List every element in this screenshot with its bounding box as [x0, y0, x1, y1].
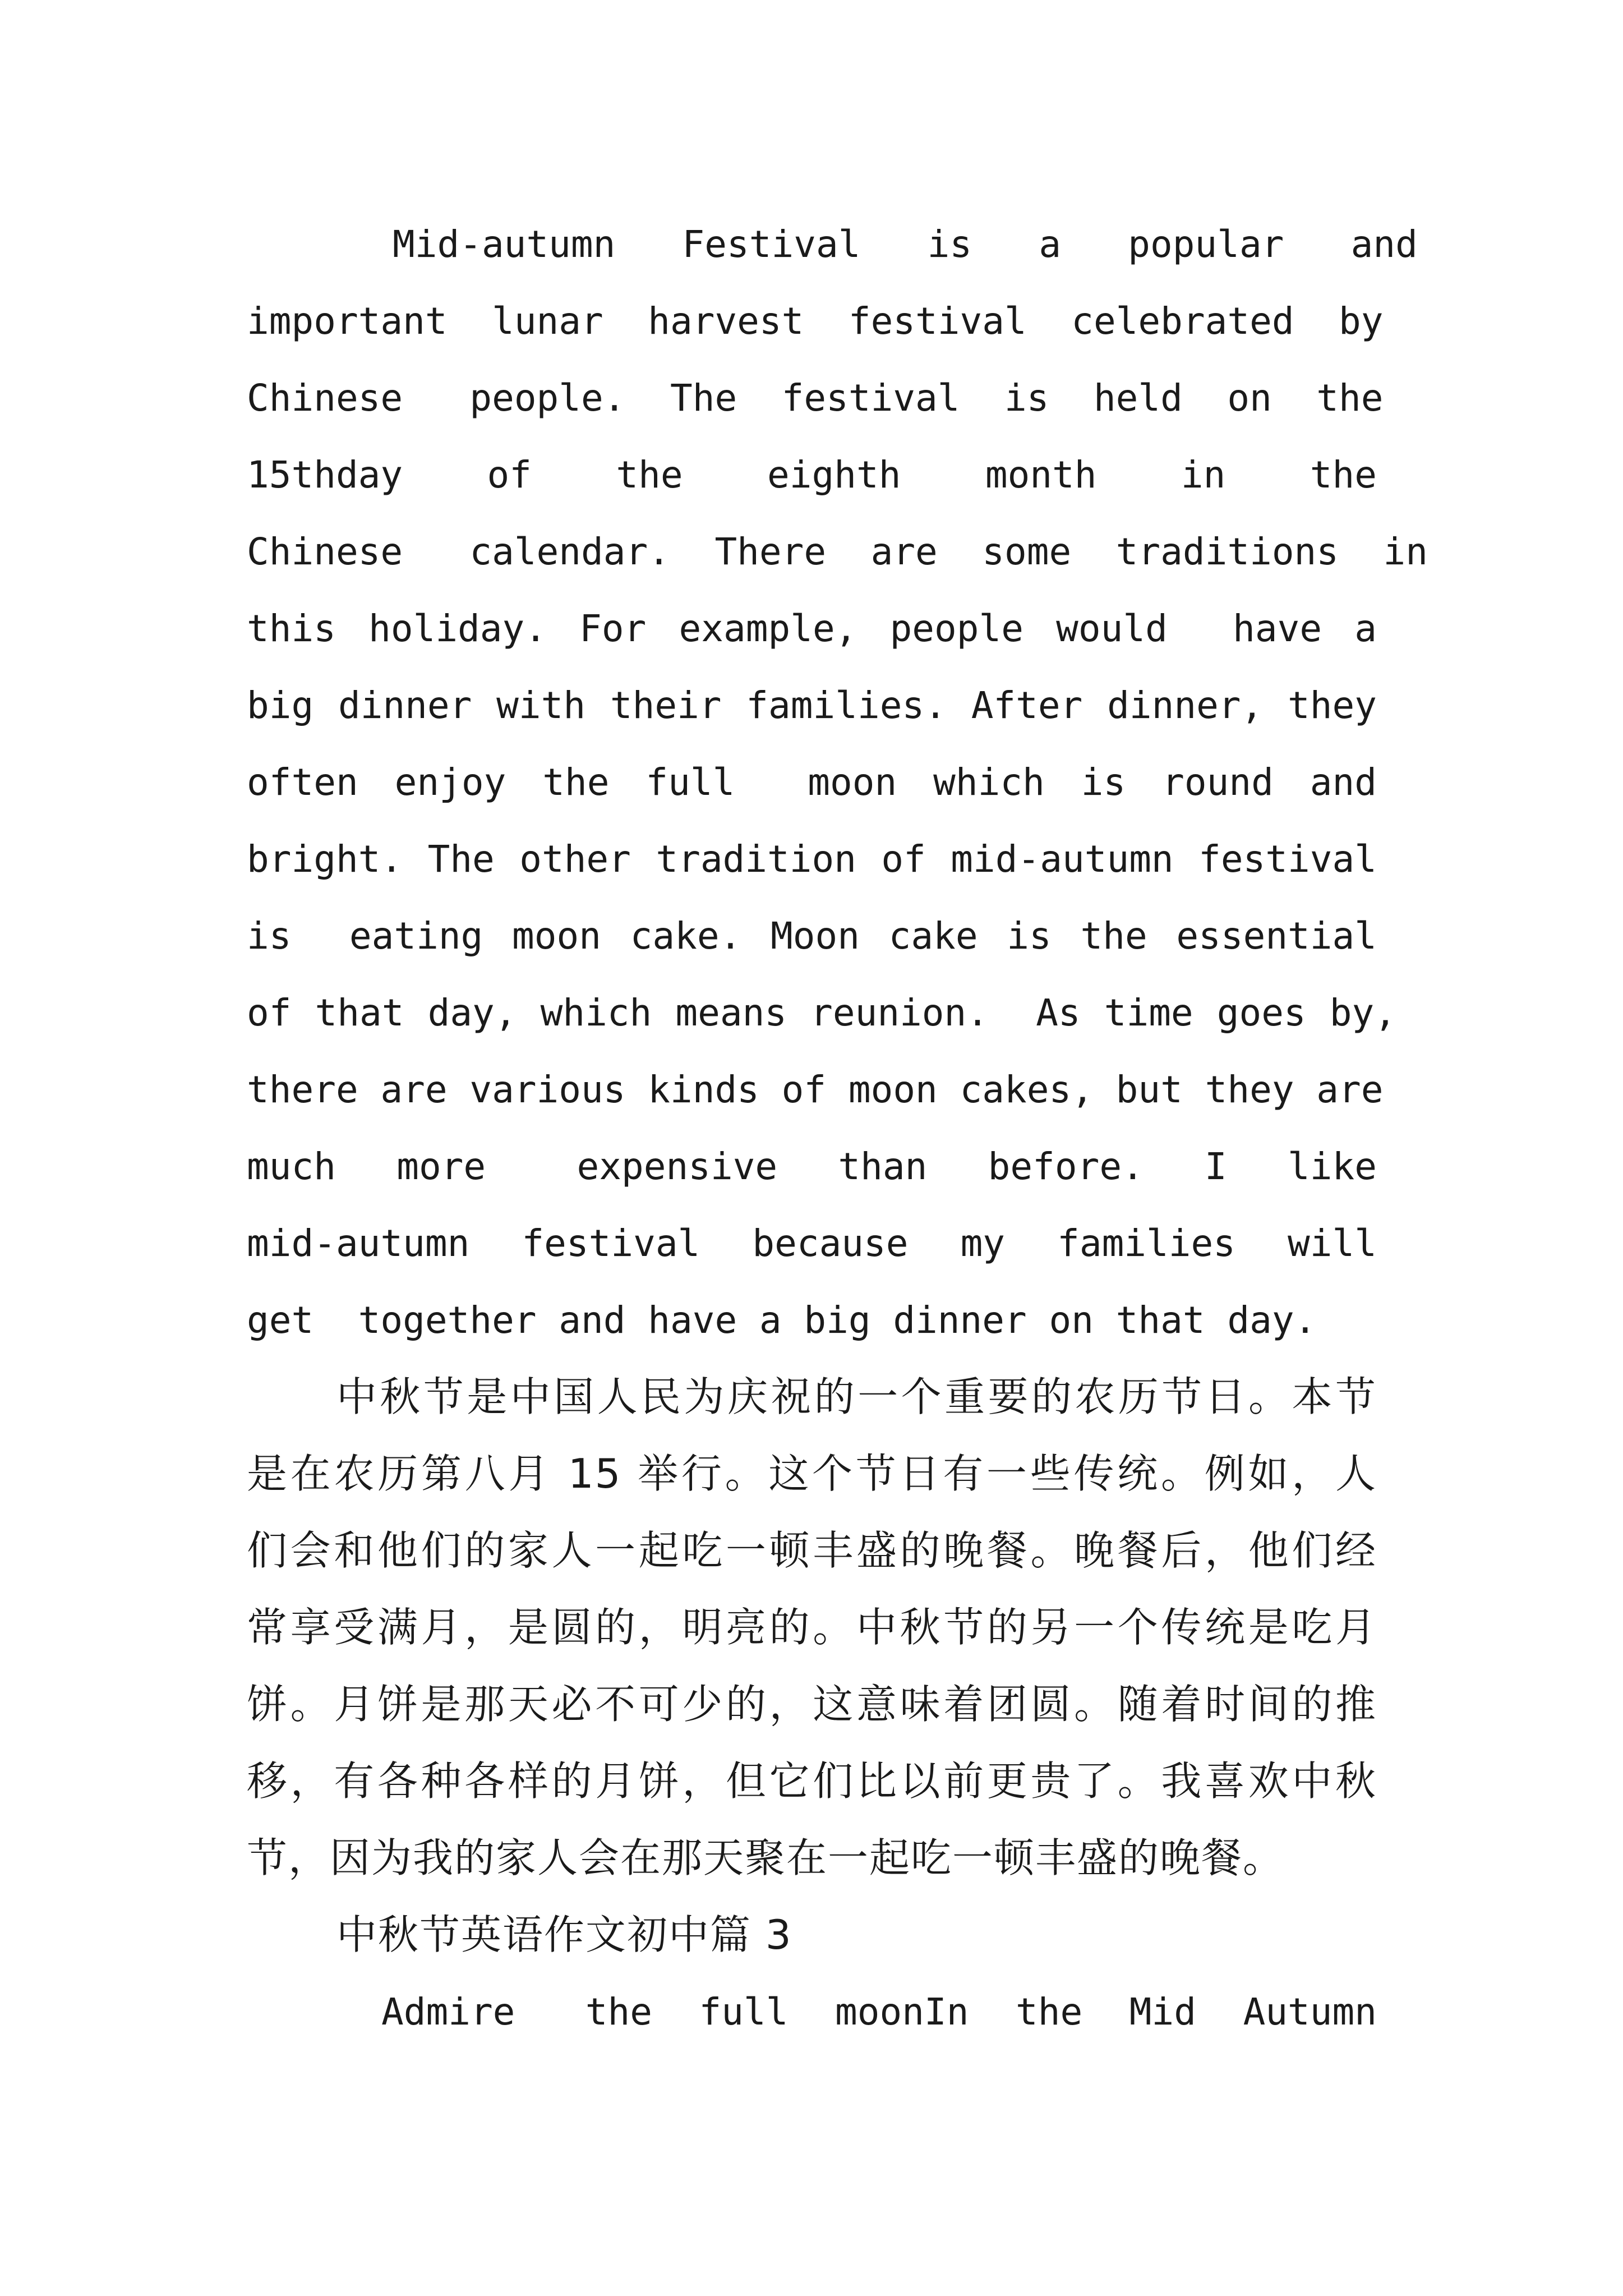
text-line: big dinner with their families. After dinner, they — [247, 684, 1377, 727]
text-line: 节，因为我的家人会在那天聚在一起吃一顿丰盛的晚餐。 — [247, 1834, 1285, 1881]
text-line: Chinese people. The festival is held on the — [247, 376, 1384, 420]
text-line: important lunar harvest festival celebrated by — [247, 300, 1384, 343]
text-line: 是在农历第八月 15 举行。这个节日有一些传统。例如，人 — [247, 1450, 1377, 1497]
text-line: Mid-autumn Festival is a popular and — [393, 223, 1418, 266]
text-line: get together and have a big dinner on that day. — [247, 1299, 1317, 1342]
section-heading: 中秋节英语作文初中篇 3 — [336, 1911, 792, 1958]
paragraph-start-line: Admire the full moonIn the Mid Autumn — [381, 1990, 1377, 2033]
text-line: Chinese calendar. There are some traditions in — [247, 530, 1428, 573]
text-line: 中秋节是中国人民为庆祝的一个重要的农历节日。本节 — [336, 1373, 1377, 1420]
text-line: of that day, which means reunion. As time goes by, — [247, 991, 1396, 1034]
text-line: often enjoy the full moon which is round and — [247, 761, 1377, 804]
text-line: 常享受满月，是圆的，明亮的。中秋节的另一个传统是吃月 — [247, 1604, 1377, 1651]
text-line: bright. The other tradition of mid-autumn festival — [247, 838, 1377, 881]
text-line: this holiday. For example, people would have a — [247, 607, 1377, 650]
text-line: 们会和他们的家人一起吃一顿丰盛的晚餐。晚餐后，他们经 — [247, 1527, 1377, 1574]
text-line: mid-autumn festival because my families will — [247, 1222, 1377, 1265]
text-line: 饼。月饼是那天必不可少的，这意味着团圆。随着时间的推 — [247, 1681, 1377, 1728]
text-line: 移，有各种各样的月饼，但它们比以前更贵了。我喜欢中秋 — [247, 1757, 1377, 1805]
text-line: much more expensive than before. I like — [247, 1145, 1377, 1188]
text-line: is eating moon cake. Moon cake is the essential — [247, 914, 1377, 958]
text-line: there are various kinds of moon cakes, but they are — [247, 1068, 1384, 1111]
text-line: 15thday of the eighth month in the — [247, 453, 1377, 496]
